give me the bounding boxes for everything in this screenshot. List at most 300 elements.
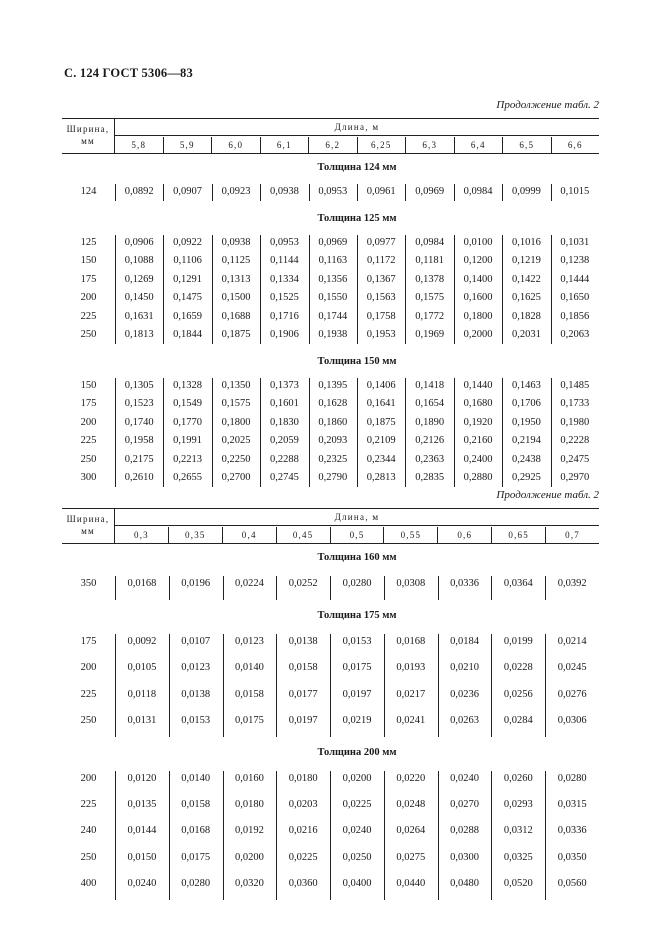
value-cell: 0,0236 [450,688,480,700]
value-cell: 0,0315 [557,799,587,811]
value-cell: 0,1740 [124,416,154,428]
table-body [62,154,599,483]
value-cell: 0,1500 [221,292,251,303]
value-cell: 0,0160 [235,773,264,784]
value-cell: 0,0220 [396,773,426,784]
value-cell: 0,1523 [124,398,154,409]
value-cell: 0,0140 [235,662,264,674]
width-cell: 175 [80,273,97,285]
value-cell: 0,1772 [415,310,445,322]
value-cell: 0,0135 [127,799,157,811]
value-cell: 0,0200 [235,851,264,863]
column-separator [169,634,170,737]
length-column-header: 6,1 [260,137,309,153]
value-cell: 0,2000 [463,329,493,340]
value-cell: 0,0938 [221,236,251,248]
column-separator [163,184,164,201]
value-cell: 0,0999 [512,186,541,197]
section-title: Толщина 150 мм [317,355,397,367]
value-cell: 0,0168 [396,636,426,648]
width-cell: 200 [80,416,97,428]
length-column-header: 0,7 [545,527,599,543]
length-group-header: Длина, м [115,509,599,526]
column-separator [384,771,385,900]
value-cell: 0,2880 [463,472,493,483]
value-cell: 0,1550 [318,292,348,303]
value-cell: 0,2925 [512,472,541,483]
width-cell: 200 [80,292,97,303]
width-cell: 175 [80,636,97,648]
width-cell: 225 [80,310,97,322]
value-cell: 0,1830 [269,416,299,428]
width-cell: 124 [80,186,97,197]
value-cell: 0,1525 [269,292,299,303]
value-cell: 0,1628 [318,398,348,409]
value-cell: 0,0092 [127,636,157,648]
value-cell: 0,0217 [396,688,426,700]
length-column-header: 5,9 [163,137,212,153]
column-separator [163,378,164,487]
value-cell: 0,0219 [342,714,372,726]
value-cell: 0,0336 [557,825,587,837]
length-column-header: 6,3 [405,137,454,153]
value-cell: 0,0260 [503,773,533,784]
length-column-header: 0,4 [222,527,276,543]
value-cell: 0,0325 [503,851,533,863]
column-separator [491,771,492,900]
column-separator [384,576,385,600]
value-cell: 0,0216 [288,825,318,837]
table-header [62,508,599,544]
value-cell: 0,0123 [181,662,211,674]
value-cell: 0,2175 [124,453,154,465]
value-cell: 0,0336 [450,578,480,589]
value-cell: 0,2400 [463,453,493,465]
table-row [62,380,599,391]
table-row [62,472,599,483]
value-cell: 0,0138 [288,636,318,648]
value-cell: 0,0203 [288,799,318,811]
value-cell: 0,1631 [124,310,154,322]
value-cell: 0,2031 [512,329,541,340]
column-separator [545,576,546,600]
length-column-header: 6,4 [454,137,503,153]
column-separator [260,235,261,344]
value-cell: 0,0123 [235,636,264,648]
length-column-header: 5,8 [131,140,147,150]
value-cell: 0,0168 [127,578,157,589]
column-separator [491,576,492,600]
value-cell: 0,1172 [366,255,396,266]
value-cell: 0,1350 [221,379,251,391]
value-cell: 0,1625 [512,292,541,303]
width-column-header [62,119,115,153]
column-separator [212,235,213,344]
width-cell: 250 [80,329,97,340]
value-cell: 0,0275 [396,851,426,863]
value-cell: 0,2655 [173,472,203,483]
width-cell: 300 [80,472,97,483]
value-cell: 0,2059 [269,435,299,446]
length-column-header: 6,2 [308,137,357,153]
column-separator [115,771,116,900]
length-column-header: 6,0 [211,137,260,153]
value-cell: 0,1163 [318,255,348,266]
value-cell: 0,1549 [173,398,203,409]
value-cell: 0,0197 [288,714,318,726]
value-cell: 0,0320 [235,877,264,889]
value-cell: 0,0177 [288,688,318,700]
value-cell: 0,1654 [415,398,445,409]
column-separator [438,771,439,900]
value-cell: 0,0175 [181,851,211,863]
value-cell: 0,0199 [503,636,533,648]
table-row [62,186,599,197]
value-cell: 0,0140 [181,773,211,784]
table-body [62,544,599,889]
column-separator [357,378,358,487]
value-cell: 0,0923 [221,186,251,197]
width-cell: 150 [80,255,97,266]
column-separator [223,634,224,737]
value-cell: 0,1378 [415,273,445,285]
value-cell: 0,1291 [173,273,203,285]
column-separator [551,184,552,201]
table-row [62,274,599,285]
value-cell: 0,0252 [288,578,318,589]
value-cell: 0,0168 [181,825,211,837]
column-separator [115,235,116,344]
value-cell: 0,1770 [173,416,203,428]
value-cell: 0,1463 [512,379,541,391]
value-cell: 0,1334 [269,273,299,285]
length-column-header: 0,65 [491,527,545,543]
column-separator [169,576,170,600]
value-cell: 0,1575 [415,292,445,303]
value-cell: 0,1400 [463,273,493,285]
value-cell: 0,0953 [269,236,299,248]
value-cell: 0,0192 [235,825,264,837]
continuation-label: Продолжение табл. 2 [496,489,599,501]
value-cell: 0,0175 [235,714,264,726]
width-cell: 125 [80,236,97,248]
value-cell: 0,0560 [557,877,587,889]
value-cell: 0,1444 [560,273,590,285]
value-cell: 0,0288 [450,825,480,837]
value-cell: 0,1659 [173,310,203,322]
value-cell: 0,0158 [235,688,264,700]
value-cell: 0,1015 [560,186,590,197]
length-column-header: 0,5 [330,527,384,543]
value-cell: 0,0400 [342,877,372,889]
value-cell: 0,0969 [415,186,445,197]
value-cell: 0,1938 [318,329,348,340]
column-separator [309,184,310,201]
length-columns-row [115,527,599,543]
value-cell: 0,0153 [342,636,372,648]
value-cell: 0,2325 [318,453,348,465]
value-cell: 0,0480 [450,877,480,889]
column-separator [357,184,358,201]
table-row [62,255,599,266]
value-cell: 0,1706 [512,398,541,409]
column-separator [454,378,455,487]
value-cell: 0,1200 [463,255,493,266]
column-separator [545,771,546,900]
length-column-header: 0,6 [437,527,491,543]
column-separator [502,378,503,487]
value-cell: 0,1813 [124,329,154,340]
value-cell: 0,0922 [173,236,203,248]
width-cell: 225 [80,799,97,811]
column-separator [405,235,406,344]
value-cell: 0,0969 [318,236,348,248]
value-cell: 0,0225 [342,799,372,811]
value-cell: 0,0360 [288,877,318,889]
value-cell: 0,1475 [173,292,203,303]
value-cell: 0,0240 [127,877,157,889]
value-cell: 0,1088 [124,255,154,266]
length-columns-row [115,137,599,153]
column-separator [115,378,116,487]
column-separator [502,184,503,201]
value-cell: 0,1356 [318,273,348,285]
value-cell: 0,0225 [288,851,318,863]
width-cell: 250 [80,714,97,726]
column-separator [330,576,331,600]
value-cell: 0,0264 [396,825,426,837]
value-cell: 0,0175 [342,662,372,674]
value-cell: 0,0197 [342,688,372,700]
length-column-header: 6,5 [502,137,551,153]
value-cell: 0,2126 [415,435,445,446]
value-cell: 0,2700 [221,472,251,483]
value-cell: 0,1575 [221,398,251,409]
length-column-header: 0,55 [383,527,437,543]
column-separator [438,634,439,737]
width-header-line: Ширина, [66,514,110,524]
column-separator [163,235,164,344]
length-column-header: 0,3 [134,530,149,540]
value-cell: 0,0906 [124,236,154,248]
value-cell: 0,0312 [503,825,533,837]
width-header-line: мм [81,526,95,536]
column-separator [169,771,170,900]
value-cell: 0,1969 [415,329,445,340]
value-cell: 0,1181 [415,255,444,266]
value-cell: 0,1958 [124,435,154,446]
value-cell: 0,2344 [366,453,396,465]
value-cell: 0,0953 [318,186,348,197]
column-separator [384,634,385,737]
value-cell: 0,1269 [124,273,154,285]
width-cell: 250 [80,453,97,465]
value-cell: 0,0977 [366,236,396,248]
value-cell: 0,0364 [503,578,533,589]
value-cell: 0,1305 [124,379,154,391]
value-cell: 0,1440 [463,379,493,391]
value-cell: 0,1406 [366,379,396,391]
data-table [62,508,599,889]
value-cell: 0,1144 [270,255,299,266]
table-row [62,311,599,322]
value-cell: 0,1328 [173,379,203,391]
value-cell: 0,0440 [396,877,426,889]
value-cell: 0,0158 [181,799,211,811]
value-cell: 0,0284 [503,714,533,726]
value-cell: 0,1313 [221,273,251,285]
value-cell: 0,1844 [173,329,203,340]
table-row [62,417,599,428]
width-cell: 175 [80,398,97,409]
value-cell: 0,0158 [288,662,318,674]
column-separator [454,235,455,344]
value-cell: 0,2213 [173,453,203,465]
length-column-header: 0,45 [276,527,330,543]
value-cell: 0,1238 [560,255,590,266]
width-cell: 200 [80,773,97,784]
width-cell: 350 [80,578,97,589]
value-cell: 0,0308 [396,578,426,589]
value-cell: 0,1016 [512,236,541,248]
value-cell: 0,1367 [366,273,396,285]
value-cell: 0,1106 [173,255,202,266]
table-row [62,435,599,446]
column-separator [330,771,331,900]
value-cell: 0,0241 [396,714,426,726]
table-row [62,329,599,340]
value-cell: 0,0280 [557,773,587,784]
value-cell: 0,1875 [221,329,251,340]
value-cell: 0,2109 [366,435,396,446]
column-separator [212,184,213,201]
width-cell: 225 [80,435,97,446]
value-cell: 0,0200 [342,773,372,784]
value-cell: 0,0276 [557,688,587,700]
table-row [62,454,599,465]
value-cell: 0,0196 [181,578,211,589]
table-row [62,292,599,303]
value-cell: 0,1716 [269,310,299,322]
value-cell: 0,1641 [366,398,396,409]
value-cell: 0,0293 [503,799,533,811]
value-cell: 0,0180 [235,799,264,811]
value-cell: 0,0144 [127,825,157,837]
length-group-header: Длина, м [115,119,599,136]
value-cell: 0,1890 [415,416,445,428]
value-cell: 0,0105 [127,662,157,674]
value-cell: 0,1860 [318,416,348,428]
value-cell: 0,1733 [560,398,590,409]
value-cell: 0,1601 [269,398,299,409]
value-cell: 0,1650 [560,292,590,303]
value-cell: 0,1980 [560,416,590,428]
value-cell: 0,0100 [463,236,493,248]
value-cell: 0,2160 [463,435,493,446]
value-cell: 0,1422 [512,273,541,285]
column-separator [405,184,406,201]
value-cell: 0,1800 [463,310,493,322]
value-cell: 0,0892 [124,186,154,197]
value-cell: 0,0961 [366,186,396,197]
value-cell: 0,2835 [415,472,445,483]
value-cell: 0,2025 [221,435,251,446]
value-cell: 0,0107 [181,636,211,648]
width-header-line: Ширина, [66,124,110,134]
section-title: Толщина 175 мм [317,610,397,622]
value-cell: 0,1395 [318,379,348,391]
value-cell: 0,1373 [269,379,299,391]
value-cell: 0,0118 [127,688,157,700]
value-cell: 0,1950 [512,416,541,428]
column-separator [223,576,224,600]
value-cell: 0,1688 [221,310,251,322]
value-cell: 0,0153 [181,714,211,726]
value-cell: 0,0256 [503,688,533,700]
value-cell: 0,2363 [415,453,445,465]
width-cell: 400 [80,877,97,889]
continuation-label: Продолжение табл. 2 [496,99,599,111]
section-title: Толщина 200 мм [317,747,397,758]
value-cell: 0,2745 [269,472,299,483]
width-cell: 250 [80,851,97,863]
value-cell: 0,1828 [512,310,541,322]
table-row [62,398,599,409]
value-cell: 0,1800 [221,416,251,428]
value-cell: 0,1875 [366,416,396,428]
value-cell: 0,0245 [557,662,587,674]
value-cell: 0,0300 [450,851,480,863]
value-cell: 0,2063 [560,329,590,340]
column-separator [357,235,358,344]
value-cell: 0,0984 [463,186,493,197]
column-separator [438,576,439,600]
value-cell: 0,0180 [288,773,318,784]
value-cell: 0,2250 [221,453,251,465]
value-cell: 0,0263 [450,714,480,726]
value-cell: 0,0240 [342,825,372,837]
value-cell: 0,1219 [512,255,541,266]
value-cell: 0,0250 [342,851,372,863]
value-cell: 0,0306 [557,714,587,726]
width-cell: 225 [80,688,97,700]
value-cell: 0,0392 [557,578,587,589]
value-cell: 0,0248 [396,799,426,811]
value-cell: 0,0270 [450,799,480,811]
value-cell: 0,0984 [415,236,445,248]
value-cell: 0,2475 [560,453,590,465]
length-column-header: 6,6 [551,137,600,153]
value-cell: 0,2194 [512,435,541,446]
column-separator [405,378,406,487]
column-separator [276,771,277,900]
value-cell: 0,0193 [396,662,426,674]
column-separator [276,634,277,737]
value-cell: 0,1758 [366,310,396,322]
value-cell: 0,2093 [318,435,348,446]
width-cell: 150 [80,379,97,391]
value-cell: 0,1680 [463,398,493,409]
value-cell: 0,1920 [463,416,493,428]
table-row [62,237,599,248]
value-cell: 0,0280 [181,877,211,889]
value-cell: 0,1744 [318,310,348,322]
value-cell: 0,1418 [415,379,445,391]
value-cell: 0,2610 [124,472,154,483]
table-header [62,118,599,154]
section-title: Толщина 124 мм [317,162,397,173]
value-cell: 0,0131 [127,714,157,726]
